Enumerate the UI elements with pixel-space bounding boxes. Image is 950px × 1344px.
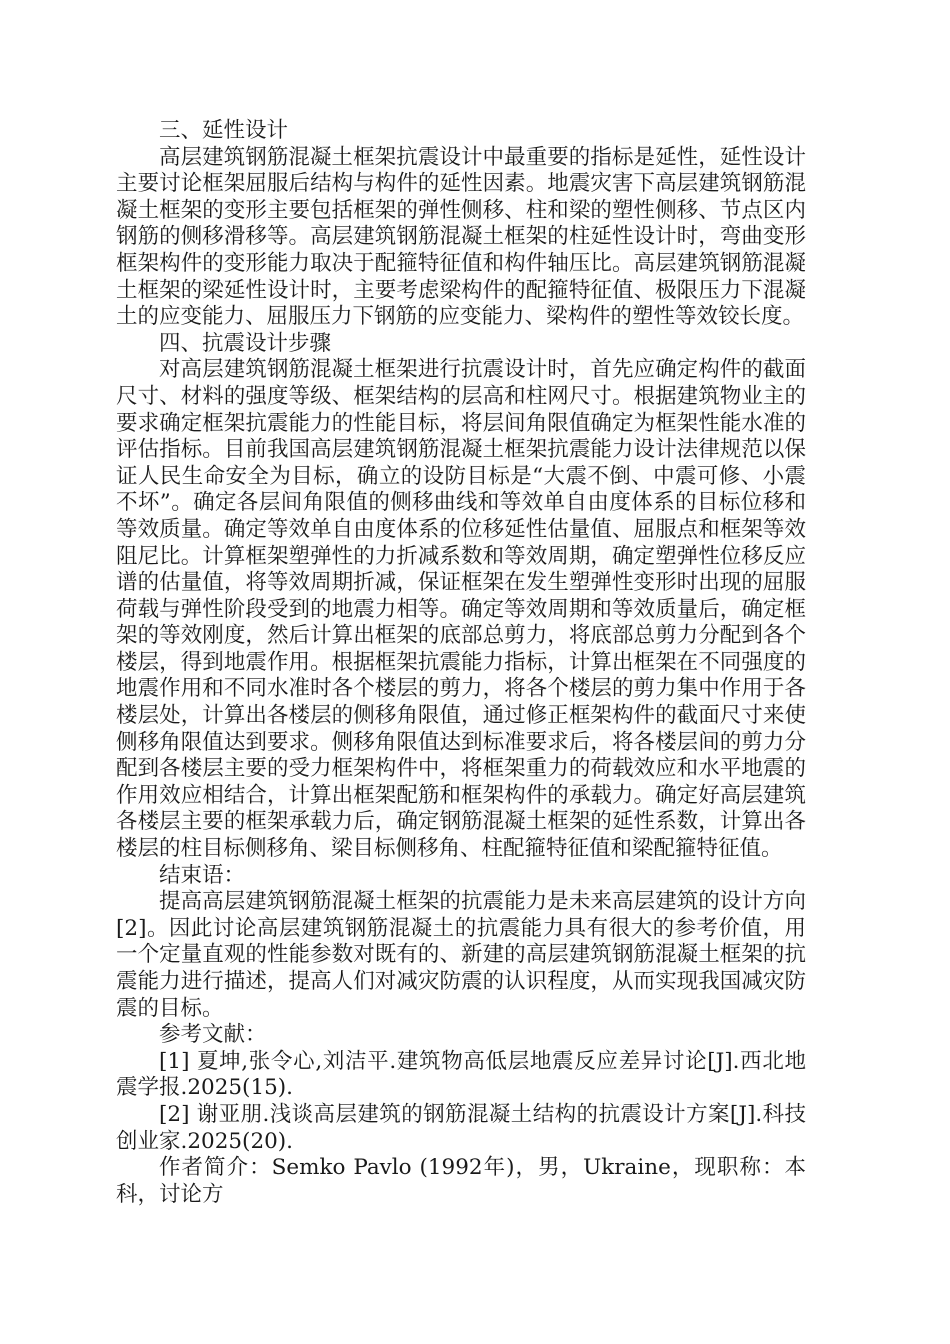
author-bio: 作者简介：Semko Pavlo (1992年)，男，Ukraine，现职称：本科，讨论方 [116, 1155, 806, 1207]
reference-item: [1] 夏坤,张令心,刘洁平.建筑物高低层地震反应差异讨论[J].西北地震学报.2025(15). [116, 1048, 806, 1101]
conclusion-heading: 结束语： [159, 862, 246, 888]
ductility-paragraph: 高层建筑钢筋混凝土框架抗震设计中最重要的指标是延性，延性设计主要讨论框架屈服后结构与构件的延性因素。地震灾害下高层建筑钢筋混凝土框架的变形主要包括框架的弹性侧移、柱和梁的塑性侧移、节点区内钢筋的侧移滑移等。高层建筑钢筋混凝土框架的柱延性设计时，弯曲变形框架构件的变形能力取决于配箍特征值和构件轴压比。高层建筑钢筋混凝土框架的梁延性设计时，主要考虑梁构件的配箍特征值、极限压力下混凝土的应变能力、屈服压力下钢筋的应变能力、梁构件的塑性等效铰长度。 [116, 144, 806, 330]
conclusion-paragraph: 提高高层建筑钢筋混凝土框架的抗震能力是未来高层建筑的设计方向[2]。因此讨论高层建筑钢筋混凝土的抗震能力具有很大的参考价值，用一个定量直观的性能参数对既有的、新建的高层建筑钢筋混凝土框架的抗震能力进行描述，提高人们对减灾防震的认识程度，从而实现我国减灾防震的目标。 [116, 889, 806, 1021]
document-page [116, 118, 806, 1208]
steps-heading: 四、抗震设计步骤 [159, 330, 332, 356]
steps-paragraph: 对高层建筑钢筋混凝土框架进行抗震设计时，首先应确定构件的截面尺寸、材料的强度等级、框架结构的层高和柱网尺寸。根据建筑物业主的要求确定框架抗震能力的性能目标，将层间角限值确定为框架性能水准的评估指标。目前我国高层建筑钢筋混凝土框架抗震能力设计法律规范以保证人民生命安全为目标，确立的设防目标是“大震不倒、中震可修、小震不坏”。确定各层间角限值的侧移曲线和等效单自由度体系的目标位移和等效质量。确定等效单自由度体系的位移延性估量值、屈服点和框架等效阻尼比。计算框架塑弹性的力折减系数和等效周期，确定塑弹性位移反应谱的估量值，将等效周期折减，保证框架在发生塑弹性变形时出现的屈服荷载与弹性阶段受到的地震力相等。确定等效周期和等效质量后，确定框架的等效刚度，然后计算出框架的底部总剪力，将底部总剪力分配到各个楼层，得到地震作用。根据框架抗震能力指标，计算出框架在不同强度的地震作用和不同水准时各个楼层的剪力，将各个楼层的剪力集中作用于各楼层处，计算出各楼层的侧移角限值，通过修正框架构件的截面尺寸来使侧移角限值达到要求。侧移角限值达到标准要求后，将各楼层间的剪力分配到各楼层主要的受力框架构件中，将框架重力的荷载效应和水平地震的作用效应相结合，计算出框架配筋和框架构件的承载力。确定好高层建筑各楼层主要的框架承载力后，确定钢筋混凝土框架的延性系数，计算出各楼层的柱目标侧移角、梁目标侧移角、柱配箍特征值和梁配箍特征值。 [116, 357, 806, 862]
ductility-heading: 三、延性设计 [159, 118, 289, 143]
references-heading: 参考文献： [159, 1022, 267, 1048]
reference-item: [2] 谢亚朋.浅谈高层建筑的钢筋混凝土结构的抗震设计方案[J].科技创业家.2025(20). [116, 1101, 806, 1154]
